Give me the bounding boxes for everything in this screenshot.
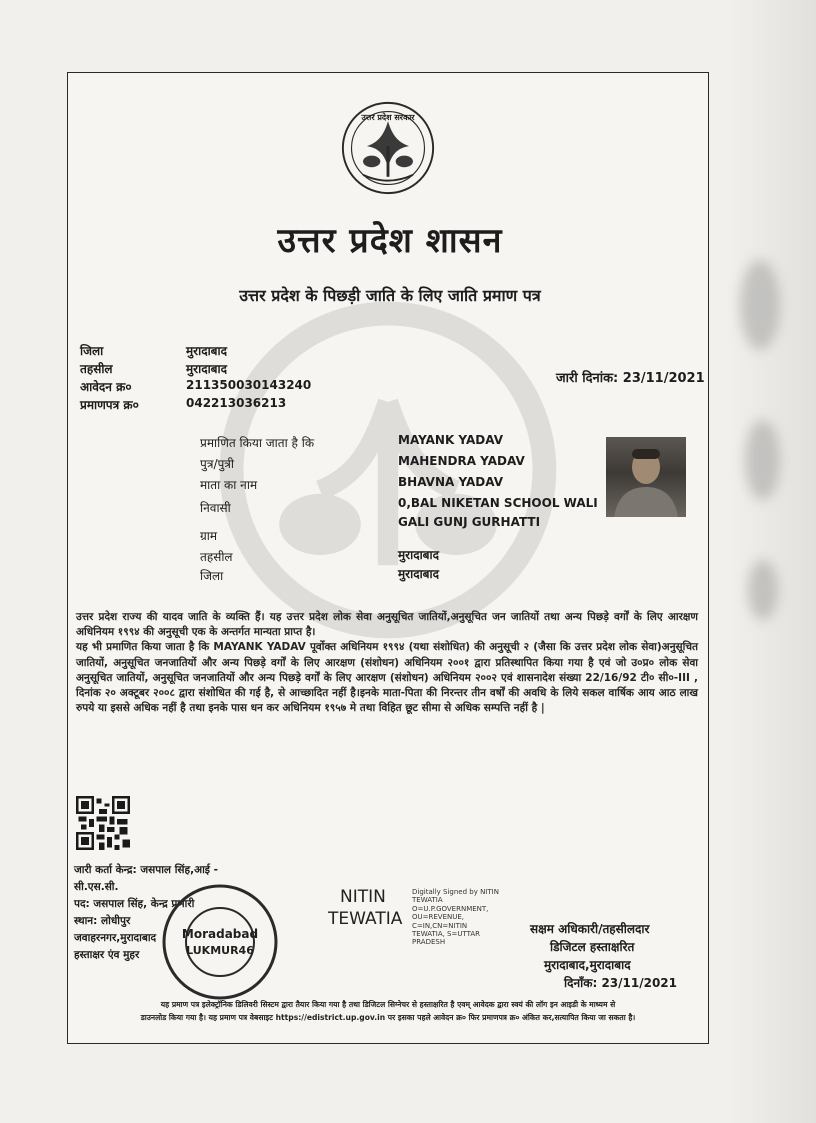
officer-block — [530, 920, 677, 992]
meta-certificate-label: प्रमाणपत्र क्र० — [80, 398, 139, 412]
issuer-line: जारी कर्ता केन्द्र: जसपाल सिंह,आई - — [74, 864, 218, 876]
issuer-line: पद: जसपाल सिंह, केन्द्र प्रभारी — [74, 898, 195, 910]
signature-last-name: TEWATIA — [328, 909, 403, 929]
certificate-number: 042213036213 — [186, 396, 287, 410]
village-label: ग्राम — [200, 529, 218, 543]
signature-detail-line: TEWATIA, S=UTTAR — [412, 930, 481, 939]
tehsil-label: तहसील — [200, 550, 233, 564]
footer-line-2: डाउनलोड किया गया है। यह प्रमाण पत्र वेबसाइट https://edistrict.up.gov.in पर इसका पहले आवेदन क्र० फिर प्रमाणपत्र क्र० अंकित कर,सत्यापित किया जा सकता है। — [140, 1013, 636, 1022]
meta-tehsil-label: तहसील — [80, 362, 113, 376]
applicant-photo — [606, 437, 686, 517]
signature-detail-line: C=IN,CN=NITIN — [412, 921, 468, 930]
relation-label: पुत्र/पुत्री — [200, 457, 235, 471]
signature-detail-line: OU=REVENUE, — [412, 913, 465, 922]
signature-detail-line: O=U.P.GOVERNMENT, — [412, 904, 489, 913]
certificate-subtitle: उत्तर प्रदेश के पिछड़ी जाति के लिए जाति प्रमाण पत्र — [239, 286, 541, 305]
meta-tehsil-value: मुरादाबाद — [186, 362, 228, 376]
resident-label: निवासी — [200, 501, 231, 515]
signature-detail-line: TEWATIA — [412, 896, 443, 905]
footer-note — [72, 998, 704, 1024]
page-shadow — [726, 0, 816, 1123]
officer-date: दिनाँक: 23/11/2021 — [564, 976, 678, 990]
mother-label: माता का नाम — [200, 478, 258, 492]
footer-line-1: यह प्रमाण पत्र इलेक्ट्रॉनिक डिलिवरी सिस्टम द्वारा तैयार किया गया है तथा डिजिटल सिग्नेचर से हस्ताक्षरित है एवम् आवेदक द्वारा स्वयं की लॉग इन आइडी के माध्यम से — [160, 1000, 616, 1009]
qr-code-icon — [76, 796, 130, 850]
meta-application-label: आवेदन क्र० — [80, 380, 132, 394]
certified-label: प्रमाणित किया जाता है कि — [200, 436, 315, 450]
issuer-line: हस्ताक्षर एंव मुहर — [74, 949, 140, 961]
digital-signature-details — [412, 888, 499, 947]
issuer-line: स्थान: लोधीपुर — [74, 915, 131, 927]
district-value: मुरादाबाद — [398, 567, 440, 581]
district-label: जिला — [200, 569, 224, 583]
officer-title: सक्षम अधिकारी/तहसीलदार — [530, 922, 650, 936]
lokvani-kendra-stamp-icon — [160, 882, 280, 1002]
page-title: उत्तर प्रदेश शासन — [277, 221, 503, 261]
issuer-line: जवाहरनगर,मुरादाबाद — [74, 932, 157, 944]
application-number: 211350030143240 — [186, 378, 312, 392]
meta-district-value: मुरादाबाद — [186, 344, 228, 358]
scan-smudge — [745, 420, 780, 500]
signature-detail-line: Digitally Signed by NITIN — [412, 888, 499, 896]
officer-location: मुरादाबाद,मुरादाबाद — [544, 958, 631, 972]
certificate-body — [76, 610, 698, 716]
scan-smudge — [748, 560, 778, 620]
person-photo-icon — [606, 437, 686, 517]
body-paragraph-2: यह भी प्रमाणित किया जाता है कि MAYANK YADAV पूर्वोक्त अधिनियम १९९४ (यथा संशोधित) की अनुसूची २ (जैसा कि उत्तर प्रदेश लोक सेवा)अनुसूचित जातियों, अनुसूचित जनजातियों और अन्य पिछड़े वर्गों के लिए आरक्षण (संशोधन) अधिनियम २००१ द्वारा प्रतिस्थापित किया गया है एवं जो उ०प्र० लोक सेवा अनुसूचित जातियों, अनुसूचित जनजातियों और अन्य पिछड़े वर्गों के लिए आरक्षण (संशोधन) अधिनियम २००२ एवं शासनादेश संख्या 22/16/92 टी० सी०-III , दिनांक २० अक्टूबर २००८ द्वारा संशोधित की गई है, से आच्छादित नहीं है।इनके माता-पिता की निरन्तर तीन वर्षों की अवधि के लिये सकल वार्षिक आय आठ लाख रुपये या इससे अधिक नहीं है तथा इनके पास धन कर अधिनियम १९५७ मे तथा विहित छूट सीमा से अधिक सम्पत्ति नहीं है | — [76, 641, 698, 715]
signature-detail-line: PRADESH — [412, 938, 446, 947]
stamp-center-text: Moradabad — [181, 927, 259, 941]
emblem-caption: उत्तर प्रदेश सरकार — [361, 113, 415, 122]
father-name: MAHENDRA YADAV — [398, 454, 525, 468]
tehsil-value: मुरादाबाद — [398, 548, 440, 562]
meta-district-label: जिला — [80, 344, 104, 358]
mother-name: BHAVNA YADAV — [398, 475, 504, 489]
body-paragraph-1: उत्तर प्रदेश राज्य की यादव जाति के व्यक्ति हैं। यह उत्तर प्रदेश लोक सेवा अनुसूचित जातियों,अनुसूचित जन जातियों तथा अन्य पिछड़े वर्गों के लिए आरक्षण अधिनियम १९९४ की अनुसूची एक के अन्तर्गत मान्यता प्राप्त है। — [76, 611, 698, 639]
stamp-code-text: LUKMUR46 — [186, 944, 254, 957]
address-line-1: 0,BAL NIKETAN SCHOOL WALI — [398, 496, 598, 510]
signature-first-name: NITIN — [340, 887, 386, 907]
issuer-line: सी.एस.सी. — [74, 881, 119, 893]
issue-date: जारी दिनांक: 23/11/2021 — [556, 371, 705, 386]
digital-signature-name — [328, 886, 402, 930]
officer-signed: डिजिटल हस्ताक्षरित — [550, 940, 635, 954]
address-line-2: GALI GUNJ GURHATTI — [398, 515, 541, 529]
applicant-name: MAYANK YADAV — [398, 433, 503, 447]
